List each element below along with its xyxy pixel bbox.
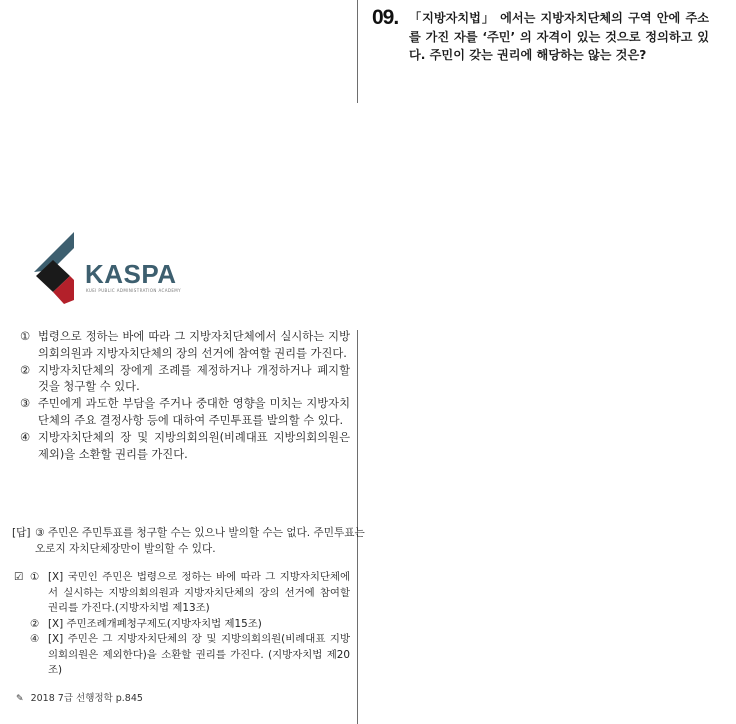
source-text: 2018 7급 선행정학 p.845: [30, 693, 143, 704]
logo-wordmark: KASPA: [85, 259, 177, 289]
choice-1: [20, 329, 350, 363]
column-divider-top: [357, 0, 358, 103]
choice-marker: ②: [20, 363, 31, 377]
answer-choices: [20, 329, 350, 463]
explanation-marker: ①: [30, 571, 40, 583]
choice-4: [20, 430, 350, 464]
explanation-marker: ②: [30, 617, 40, 630]
choice-3: [20, 396, 350, 430]
answer-block: [12, 525, 375, 557]
answer-text: ③ 주민은 주민투표를 청구할 수는 있으나 발의할 수는 없다. 주민투표는 오로지 자치단체장만이 발의할 수 있다.: [35, 527, 365, 555]
choice-marker: ④: [20, 430, 31, 444]
question-text: 「지방자치법」 에서는 지방자치단체의 구역 안에 주소를 가진 자를 ‘주민’ 의 자격이 있는 것으로 정의하고 있다. 주민이 갖는 권리에 해당하는 않는 것은?: [409, 11, 709, 63]
explanation-3: [14, 632, 350, 679]
explanation-text: [X] 국민인 주민은 법령으로 정하는 바에 따라 그 지방자치단체에서 실시하는 지방의회의원과 지방자치단체의 장의 선거에 참여할 권리를 가진다.(지방자치법 제13조): [48, 571, 350, 614]
explanation-block: [14, 570, 350, 679]
checkbox-icon: ☑: [14, 571, 24, 583]
pen-icon: ✎: [16, 694, 24, 704]
explanation-text: [X] 주민은 그 지방자치단체의 장 및 지방의회의원(비례대표 지방의회의원은 제외한다)을 소환할 권리를 가진다. (지방자치법 제20조): [48, 633, 350, 676]
explanation-text: [X] 주민조례개폐청구제도(지방자치법 제15조): [48, 617, 262, 630]
explanation-2: [14, 617, 350, 633]
explanation-1: [14, 570, 350, 617]
question-number: 09.: [372, 6, 399, 29]
choice-text: 지방자치단체의 장 및 지방의회의원(비례대표 지방의회의원은 제외)을 소환할 권리를 가진다.: [38, 430, 350, 461]
choice-text: 법령으로 정하는 바에 따라 그 지방자치단체에서 실시하는 지방의회의원과 지방자치단체의 장의 선거에 참여할 권리를 가진다.: [38, 330, 350, 360]
choice-2: [20, 363, 350, 397]
choice-text: 주민에게 과도한 부담을 주거나 중대한 영향을 미치는 지방자치단체의 주요 결정사항 등에 대하여 주민투표를 발의할 수 있다.: [38, 397, 350, 427]
explanation-marker: ④: [30, 633, 40, 645]
logo-subtitle: KUEI PUBLIC ADMINISTRATION ACADEMY: [86, 288, 181, 293]
choice-marker: ③: [20, 397, 31, 411]
choice-text: 지방자치단체의 장에게 조례를 제정하거나 개정하거나 폐지할 것을 청구할 수 있다.: [38, 363, 350, 394]
source-citation: [16, 690, 143, 704]
choice-marker: ①: [20, 330, 31, 343]
answer-tag: [답]: [12, 527, 31, 539]
